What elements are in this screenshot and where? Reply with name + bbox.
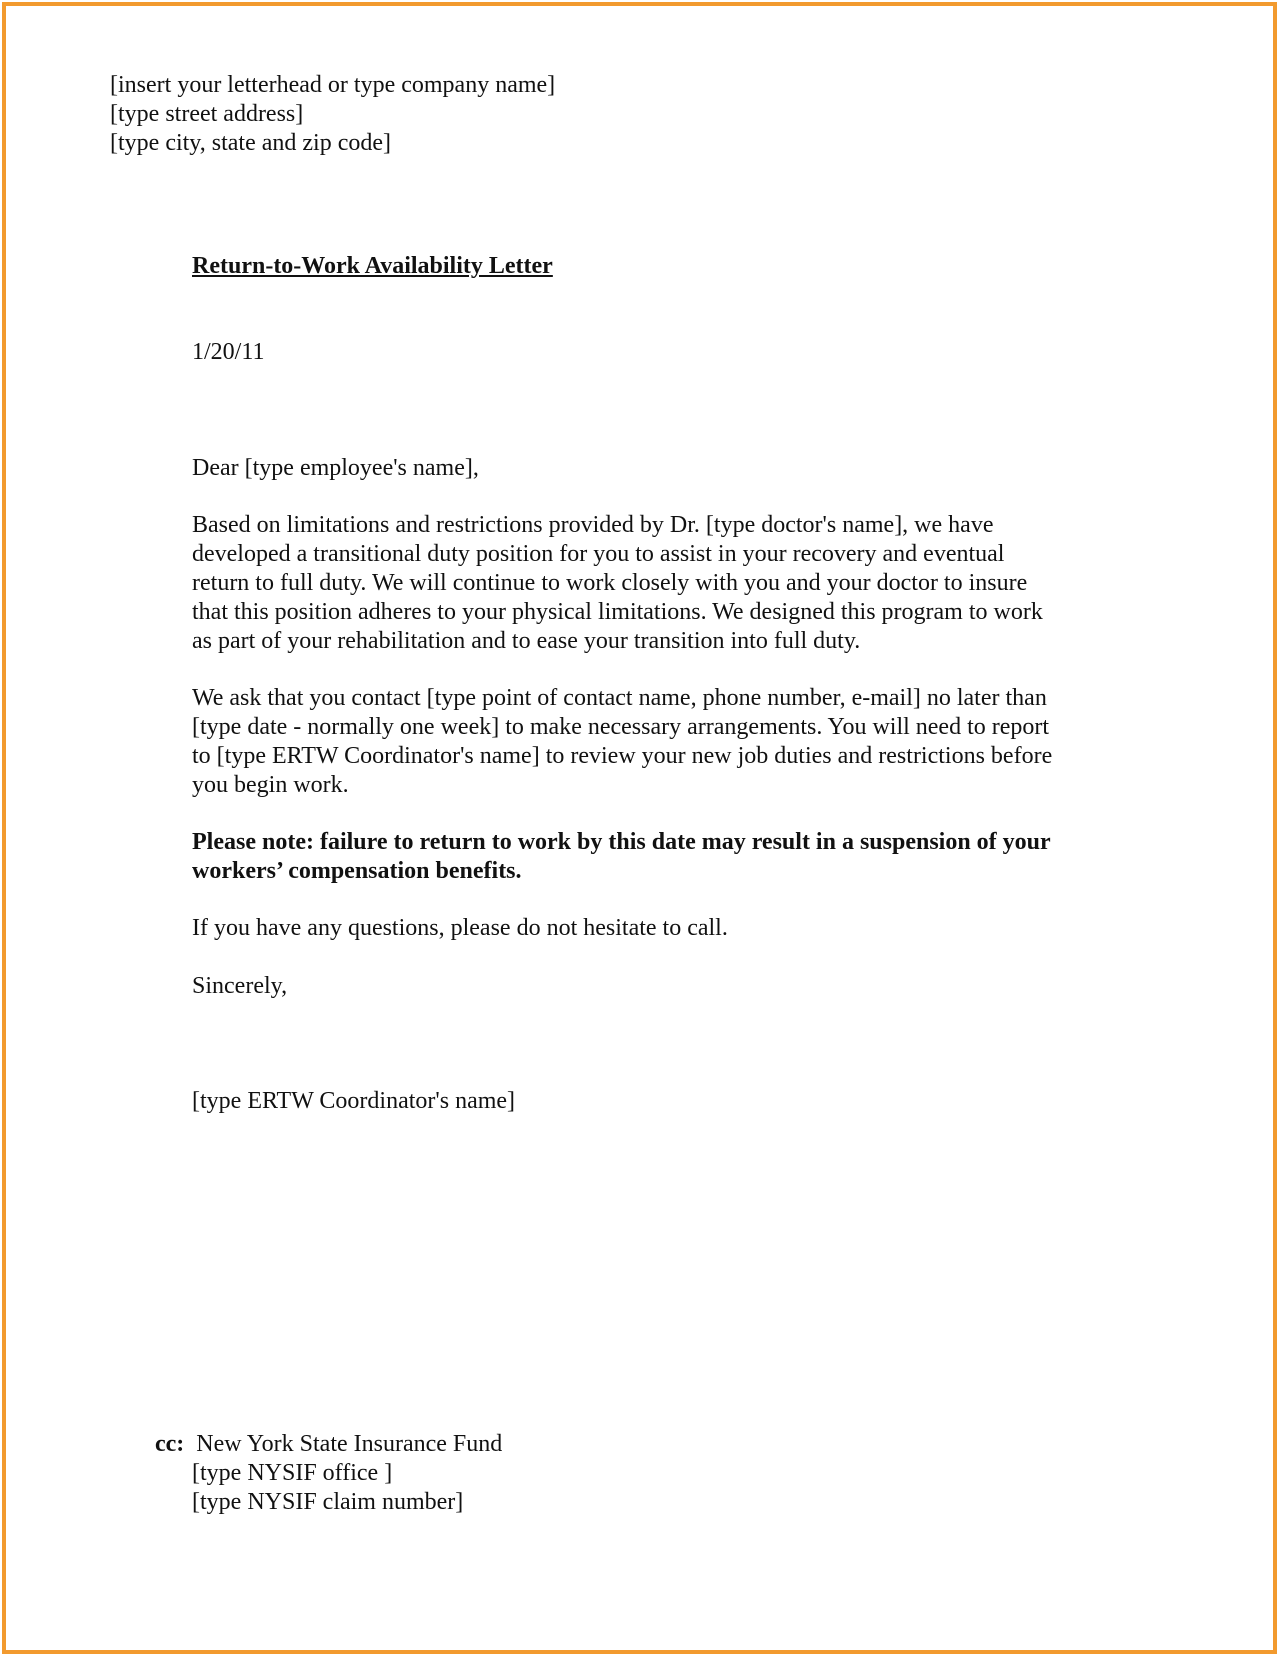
- paragraph-line: Based on limitations and restrictions provided by Dr. [type doctor's name], we have: [192, 512, 994, 538]
- signer-name: [type ERTW Coordinator's name]: [192, 1088, 516, 1114]
- letterhead-street-address: [type street address]: [110, 101, 304, 127]
- cc-recipient: New York State Insurance Fund: [196, 1431, 503, 1457]
- paragraph-line: Please note: failure to return to work by this date may result in a suspension of your: [192, 829, 1051, 855]
- letter-date: 1/20/11: [192, 339, 265, 365]
- cc-label: cc:: [155, 1431, 185, 1457]
- paragraph-line: developed a transitional duty position for you to assist in your recovery and eventual: [192, 541, 1005, 567]
- cc-block: [155, 1430, 502, 1517]
- paragraph-line: [type date - normally one week] to make necessary arrangements. You will need to report: [192, 714, 1050, 740]
- paragraph-line: as part of your rehabilitation and to ease your transition into full duty.: [192, 628, 861, 654]
- cc-first-line: [155, 1430, 502, 1459]
- paragraph-line: that this position adheres to your physical limitations. We designed this program to work: [192, 599, 1043, 625]
- paragraph-line: workers’ compensation benefits.: [192, 858, 522, 884]
- letter-title: Return-to-Work Availability Letter: [192, 253, 553, 279]
- paragraph-line: return to full duty. We will continue to work closely with you and your doctor to insure: [192, 570, 1028, 596]
- letterhead: [110, 71, 555, 158]
- paragraph-contact-request: [192, 684, 1107, 800]
- cc-nysif-claim-number: [type NYSIF claim number]: [192, 1489, 464, 1515]
- salutation: Dear [type employee's name],: [192, 455, 479, 481]
- paragraph-line: you begin work.: [192, 772, 349, 798]
- paragraph-line: to [type ERTW Coordinator's name] to review your new job duties and restrictions before: [192, 743, 1053, 769]
- letterhead-city-state-zip: [type city, state and zip code]: [110, 130, 391, 156]
- closing: Sincerely,: [192, 973, 288, 999]
- letterhead-company-name: [insert your letterhead or type company name]: [110, 72, 556, 98]
- cc-nysif-office: [type NYSIF office ]: [192, 1460, 393, 1486]
- questions-line: If you have any questions, please do not hesitate to call.: [192, 915, 728, 941]
- paragraph-line: We ask that you contact [type point of contact name, phone number, e-mail] no later than: [192, 685, 1047, 711]
- paragraph-transitional-duty: [192, 511, 1107, 656]
- please-note-warning: [192, 828, 1107, 886]
